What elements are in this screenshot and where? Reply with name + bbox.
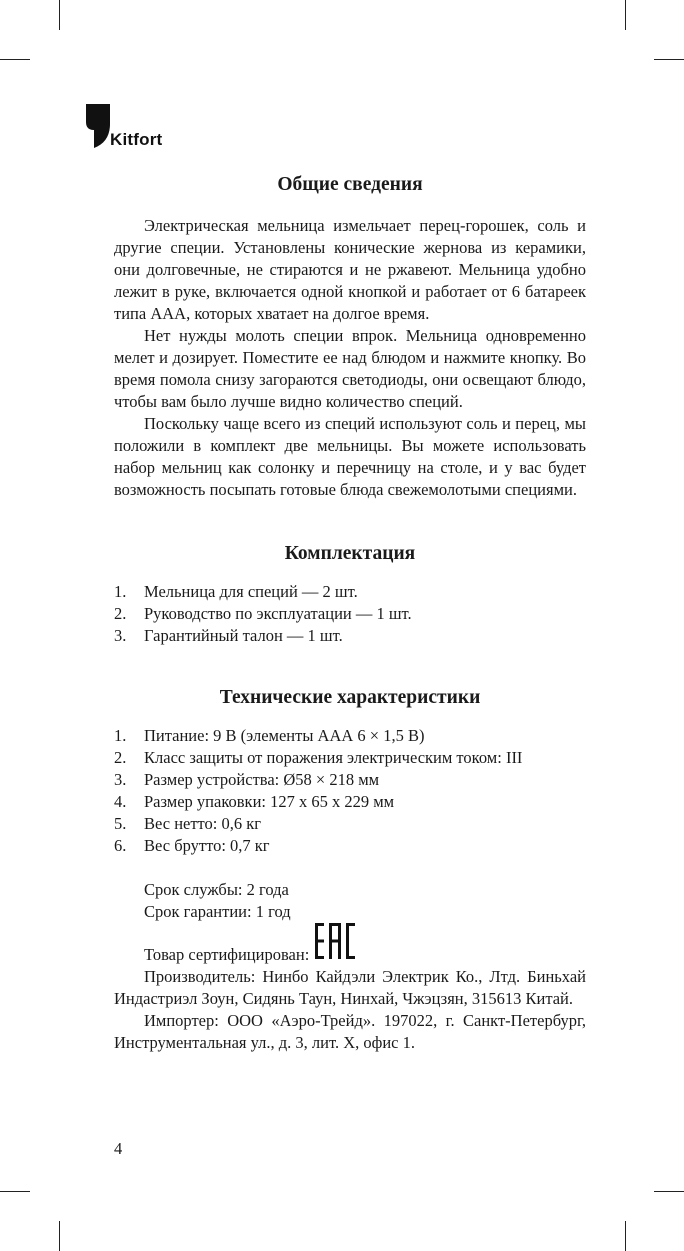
crop-mark-left-top [0, 59, 30, 60]
page-number: 4 [114, 1139, 123, 1158]
list-item: 4. Размер упаковки: 127 х 65 х 229 мм [114, 792, 395, 811]
crop-mark-top-right [625, 0, 626, 30]
list-item: 5. Вес нетто: 0,6 кг [114, 814, 262, 833]
section-title-contents: Комплектация [284, 543, 416, 564]
manufacturer-info: Производитель: Нинбо Кайдэли Электрик Ко., Лтд. Биньхай Индастриэл Зоун, Сидянь Таун, Нинхай, Чжэцзян, 315613 Китай. [114, 967, 586, 1008]
general-paragraph: Поскольку чаще всего из специй используют соль и перец, мы положили в комплект две мельницы. Вы можете использовать набор мельниц как солонку и перечницу на столе, и у вас будет возможность посыпать готовые блюда свежемолотыми специями. [114, 414, 586, 499]
contents-list [114, 581, 586, 647]
brand-logo [86, 104, 186, 148]
section-title-specs: Технические характеристики [219, 687, 481, 708]
section-title-general: Общие сведения [277, 174, 423, 195]
certified-label: Товар сертифицирован: [144, 945, 310, 964]
list-item: 3. Размер устройства: Ø58 × 218 мм [114, 770, 380, 789]
service-life: Срок службы: 2 года [144, 880, 289, 899]
crop-mark-bottom-left [59, 1221, 60, 1251]
crop-mark-right-top [654, 59, 684, 60]
list-item: 1. Мельница для специй — 2 шт. [114, 582, 358, 601]
specs-list [114, 725, 586, 857]
general-paragraph: Электрическая мельница измельчает перец-горошек, соль и другие специи. Установлены конические жернова из керамики, они долговечные, не стираются и не ржавеют. Мельница удобно лежит в руке, включается одной кнопкой и работает от 6 батареек типа ААА, которых хватает на долгое время. [114, 216, 586, 323]
importer-info: Импортер: ООО «Аэро-Трейд». 197022, г. Санкт-Петербург, Инструментальная ул., д. 3, лит. Х, офис 1. [114, 1011, 586, 1052]
page-content [114, 172, 586, 1054]
crop-mark-left-bottom [0, 1191, 30, 1192]
brand-name: Kitfort [110, 130, 163, 149]
warranty-period: Срок гарантии: 1 год [144, 902, 291, 921]
crop-mark-top-left [59, 0, 60, 30]
list-item: 2. Класс защиты от поражения электрическим током: III [114, 748, 523, 767]
certification-line [114, 923, 586, 966]
list-item: 2. Руководство по эксплуатации — 1 шт. [114, 604, 412, 623]
crop-mark-right-bottom [654, 1191, 684, 1192]
eac-mark-icon [315, 923, 357, 965]
list-item: 3. Гарантийный талон — 1 шт. [114, 626, 343, 645]
crop-mark-bottom-right [625, 1221, 626, 1251]
kitfort-logo-icon [86, 104, 110, 148]
list-item: 1. Питание: 9 В (элементы ААА 6 × 1,5 В) [114, 726, 425, 745]
list-item: 6. Вес брутто: 0,7 кг [114, 836, 270, 855]
general-paragraph: Нет нужды молоть специи впрок. Мельница одновременно мелет и дозирует. Поместите ее над блюдом и нажмите кнопку. Во время помола снизу загораются светодиоды, они освещают блюдо, чтобы вам было лучше видно количество специй. [114, 326, 586, 411]
